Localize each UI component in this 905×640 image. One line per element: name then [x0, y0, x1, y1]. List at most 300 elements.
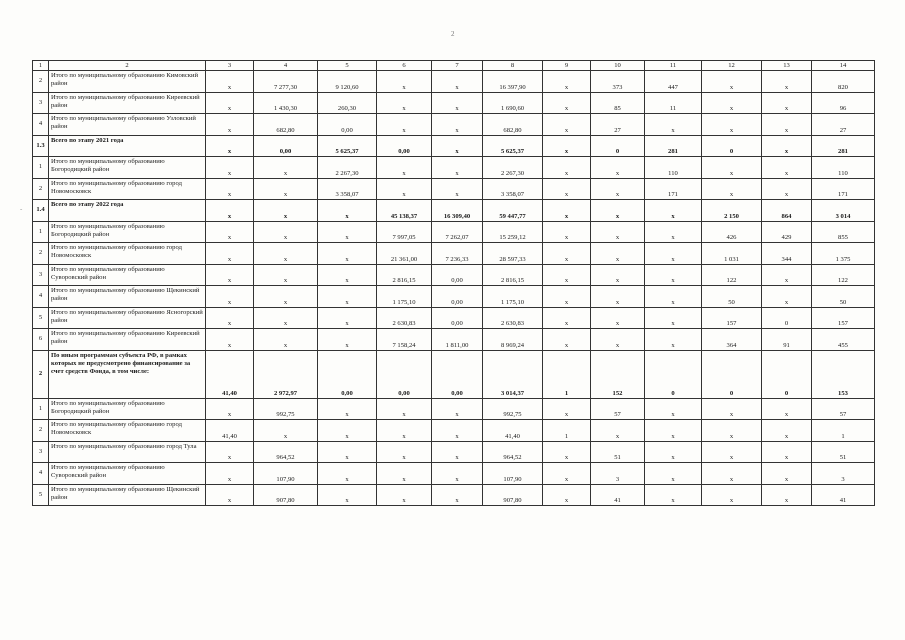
row-number: 5	[33, 307, 49, 329]
table-cell: x	[254, 307, 318, 329]
table-cell: 0	[645, 350, 702, 398]
row-name: Итого по муниципальному образованию Узловский район	[49, 114, 206, 136]
table-cell: 992,75	[483, 398, 543, 420]
column-header: 14	[812, 61, 875, 71]
table-cell: 2 972,97	[254, 350, 318, 398]
table-cell: 0	[762, 307, 812, 329]
table-cell: 682,80	[483, 114, 543, 136]
table-cell: x	[762, 398, 812, 420]
table-cell: x	[206, 329, 254, 351]
table-cell: x	[645, 200, 702, 222]
table-cell: x	[206, 441, 254, 463]
column-header: 1	[33, 61, 49, 71]
table-cell: 41	[591, 484, 645, 506]
table-cell: x	[591, 307, 645, 329]
table-cell: x	[543, 114, 591, 136]
table-row	[33, 484, 875, 506]
table-cell: 7 158,24	[377, 329, 432, 351]
table-cell: x	[206, 264, 254, 286]
table-cell: 57	[812, 398, 875, 420]
table-cell: 964,52	[483, 441, 543, 463]
table-cell: x	[206, 484, 254, 506]
table-cell: 8 969,24	[483, 329, 543, 351]
header-row	[33, 61, 875, 71]
table-cell: x	[591, 178, 645, 200]
table-row	[33, 329, 875, 351]
table-cell: x	[318, 243, 377, 265]
table-cell: 9 120,60	[318, 71, 377, 93]
table-cell: x	[377, 463, 432, 485]
table-cell: x	[254, 221, 318, 243]
table-cell: 1	[812, 420, 875, 442]
table-cell: x	[206, 200, 254, 222]
table-cell: x	[318, 307, 377, 329]
table-cell: x	[206, 178, 254, 200]
table-row	[33, 286, 875, 308]
table-cell: 260,30	[318, 92, 377, 114]
table-cell: 1 175,10	[377, 286, 432, 308]
table-cell: 3	[591, 463, 645, 485]
table-cell: 41,40	[206, 350, 254, 398]
row-number: 4	[33, 286, 49, 308]
table-cell: 96	[812, 92, 875, 114]
table-cell: 0,00	[432, 307, 483, 329]
row-number: 6	[33, 329, 49, 351]
table-cell: x	[432, 420, 483, 442]
table-cell: 51	[591, 441, 645, 463]
row-number: 2	[33, 420, 49, 442]
table-cell: 1 375	[812, 243, 875, 265]
table-cell: x	[206, 71, 254, 93]
table-cell: x	[543, 329, 591, 351]
table-row	[33, 221, 875, 243]
table-cell: x	[206, 398, 254, 420]
table-cell: 0,00	[254, 135, 318, 157]
table-cell: 1 811,00	[432, 329, 483, 351]
table-cell: 864	[762, 200, 812, 222]
table-cell: 0,00	[318, 350, 377, 398]
table-cell: x	[645, 243, 702, 265]
table-cell: x	[318, 264, 377, 286]
table-cell: x	[762, 157, 812, 179]
row-name: Итого по муниципальному образованию Щекинский район	[49, 286, 206, 308]
table-cell: x	[318, 398, 377, 420]
table-cell: x	[377, 92, 432, 114]
table-cell: x	[543, 178, 591, 200]
table-cell: 122	[702, 264, 762, 286]
table-cell: x	[254, 420, 318, 442]
table-cell: x	[762, 484, 812, 506]
table-cell: x	[377, 398, 432, 420]
table-cell: x	[762, 420, 812, 442]
table-cell: 7 277,30	[254, 71, 318, 93]
table-cell: 157	[812, 307, 875, 329]
table-cell: 0	[702, 135, 762, 157]
table-cell: x	[206, 92, 254, 114]
table-cell: x	[543, 243, 591, 265]
table-cell: x	[377, 420, 432, 442]
table-cell: x	[206, 463, 254, 485]
table-cell: 964,52	[254, 441, 318, 463]
table-cell: x	[762, 135, 812, 157]
table-cell: x	[645, 398, 702, 420]
table-cell: 50	[702, 286, 762, 308]
row-number: 2	[33, 350, 49, 398]
table-cell: 41	[812, 484, 875, 506]
row-number: 1	[33, 157, 49, 179]
table-row	[33, 307, 875, 329]
table-cell: x	[432, 178, 483, 200]
row-name: Всего по этапу 2022 года	[49, 200, 206, 222]
table-cell: x	[206, 157, 254, 179]
table-cell: 2 630,83	[483, 307, 543, 329]
table-cell: 153	[812, 350, 875, 398]
table-cell: 0,00	[432, 264, 483, 286]
table-cell: 3 014,37	[483, 350, 543, 398]
table-cell: 91	[762, 329, 812, 351]
row-name: Итого по муниципальному образованию город Новомосковск	[49, 243, 206, 265]
table-cell: x	[377, 178, 432, 200]
table-cell: x	[206, 286, 254, 308]
table-cell: x	[543, 286, 591, 308]
row-number: 3	[33, 264, 49, 286]
table-cell: x	[702, 157, 762, 179]
table-cell: x	[591, 286, 645, 308]
table-cell: x	[432, 157, 483, 179]
row-name: Итого по муниципальному образованию Кимовский район	[49, 71, 206, 93]
table-cell: x	[762, 264, 812, 286]
table-row	[33, 420, 875, 442]
table-cell: x	[377, 484, 432, 506]
table-cell: 51	[812, 441, 875, 463]
table-cell: 171	[645, 178, 702, 200]
table-cell: x	[206, 307, 254, 329]
table-cell: 426	[702, 221, 762, 243]
table-cell: x	[762, 178, 812, 200]
table-cell: 107,90	[254, 463, 318, 485]
row-number: 1	[33, 221, 49, 243]
table-row	[33, 92, 875, 114]
column-header: 8	[483, 61, 543, 71]
column-header: 3	[206, 61, 254, 71]
table-cell: x	[543, 264, 591, 286]
data-table	[32, 60, 875, 506]
table-cell: 2 150	[702, 200, 762, 222]
table-cell: 7 262,07	[432, 221, 483, 243]
table-cell: 7 236,33	[432, 243, 483, 265]
row-number: 4	[33, 114, 49, 136]
table-cell: x	[645, 329, 702, 351]
row-number: 5	[33, 484, 49, 506]
column-header: 13	[762, 61, 812, 71]
row-name: Итого по муниципальному образованию Киреевский район	[49, 329, 206, 351]
table-cell: 1 430,30	[254, 92, 318, 114]
table-cell: x	[543, 135, 591, 157]
table-cell: x	[432, 71, 483, 93]
table-cell: x	[543, 463, 591, 485]
table-cell: 3 014	[812, 200, 875, 222]
table-cell: x	[432, 441, 483, 463]
column-header: 4	[254, 61, 318, 71]
table-row	[33, 398, 875, 420]
table-cell: x	[432, 484, 483, 506]
table-cell: 27	[591, 114, 645, 136]
table-cell: x	[206, 243, 254, 265]
table-cell: 11	[645, 92, 702, 114]
scan-mark: -	[20, 205, 23, 213]
table-cell: 2 630,83	[377, 307, 432, 329]
table-cell: 41,40	[483, 420, 543, 442]
table-cell: x	[591, 157, 645, 179]
table-cell: x	[762, 71, 812, 93]
table-cell: 0	[702, 350, 762, 398]
table-cell: 373	[591, 71, 645, 93]
table-cell: 28 597,33	[483, 243, 543, 265]
row-name: Итого по муниципальному образованию Суворовский район	[49, 264, 206, 286]
table-cell: 0,00	[318, 114, 377, 136]
table-cell: x	[254, 243, 318, 265]
table-cell: x	[206, 135, 254, 157]
table-cell: x	[432, 463, 483, 485]
table-cell: 447	[645, 71, 702, 93]
table-cell: x	[543, 92, 591, 114]
table-cell: 907,80	[483, 484, 543, 506]
table-cell: x	[645, 307, 702, 329]
table-cell: x	[318, 441, 377, 463]
table-cell: 455	[812, 329, 875, 351]
table-cell: 2 267,30	[483, 157, 543, 179]
table-cell: x	[543, 200, 591, 222]
table-cell: x	[432, 398, 483, 420]
table-cell: x	[377, 114, 432, 136]
table-row	[33, 264, 875, 286]
table-cell: 907,80	[254, 484, 318, 506]
table-cell: 281	[812, 135, 875, 157]
table-cell: 0	[591, 135, 645, 157]
row-number: 1.3	[33, 135, 49, 157]
table-cell: x	[645, 484, 702, 506]
table-cell: x	[591, 329, 645, 351]
table-cell: 992,75	[254, 398, 318, 420]
table-cell: x	[318, 329, 377, 351]
table-cell: x	[543, 71, 591, 93]
table-cell: x	[318, 463, 377, 485]
table-cell: 107,90	[483, 463, 543, 485]
table-row	[33, 135, 875, 157]
table-cell: 0,00	[377, 350, 432, 398]
table-row	[33, 157, 875, 179]
table-cell: x	[591, 420, 645, 442]
row-number: 4	[33, 463, 49, 485]
table-cell: 5 625,37	[318, 135, 377, 157]
table-cell: x	[645, 441, 702, 463]
table-cell: x	[318, 200, 377, 222]
table-cell: 27	[812, 114, 875, 136]
table-cell: x	[377, 71, 432, 93]
column-header: 7	[432, 61, 483, 71]
table-cell: x	[543, 221, 591, 243]
table-cell: 0,00	[432, 350, 483, 398]
row-name: Итого по муниципальному образованию город Новомосковск	[49, 178, 206, 200]
column-header: 2	[49, 61, 206, 71]
table-cell: x	[645, 264, 702, 286]
table-cell: 152	[591, 350, 645, 398]
table-cell: 1 175,10	[483, 286, 543, 308]
table-cell: x	[543, 441, 591, 463]
row-name: По иным программам субъекта РФ, в рамках которых не предусмотрено финансирование за счет средств Фонда, в том числе:	[49, 350, 206, 398]
column-header: 9	[543, 61, 591, 71]
table-cell: 16 309,40	[432, 200, 483, 222]
table-cell: x	[702, 463, 762, 485]
table-cell: x	[702, 398, 762, 420]
table-cell: x	[645, 286, 702, 308]
row-name: Итого по муниципальному образованию город Новомосковск	[49, 420, 206, 442]
column-header: 10	[591, 61, 645, 71]
row-name: Итого по муниципальному образованию Ясногорский район	[49, 307, 206, 329]
table-cell: x	[645, 420, 702, 442]
page-number: 2	[451, 30, 455, 38]
table-cell: 7 997,05	[377, 221, 432, 243]
table-cell: 59 447,77	[483, 200, 543, 222]
table-body	[33, 61, 875, 506]
table-cell: 820	[812, 71, 875, 93]
table-cell: 21 361,00	[377, 243, 432, 265]
table-cell: 157	[702, 307, 762, 329]
table-cell: x	[206, 114, 254, 136]
table-cell: x	[318, 221, 377, 243]
table-row	[33, 463, 875, 485]
column-header: 12	[702, 61, 762, 71]
table-cell: 85	[591, 92, 645, 114]
table-cell: x	[762, 463, 812, 485]
table-cell: x	[702, 484, 762, 506]
row-number: 2	[33, 243, 49, 265]
table-row	[33, 178, 875, 200]
table-cell: x	[318, 484, 377, 506]
table-cell: x	[254, 329, 318, 351]
table-cell: 16 397,90	[483, 71, 543, 93]
row-name: Итого по муниципальному образованию Щекинский район	[49, 484, 206, 506]
row-number: 2	[33, 178, 49, 200]
table-cell: x	[591, 221, 645, 243]
table-cell: x	[254, 200, 318, 222]
table-cell: x	[591, 243, 645, 265]
table-cell: x	[591, 264, 645, 286]
column-header: 6	[377, 61, 432, 71]
table-cell: 0,00	[432, 286, 483, 308]
table-row	[33, 350, 875, 398]
table-cell: x	[762, 286, 812, 308]
data-table-container	[32, 60, 874, 506]
row-number: 3	[33, 441, 49, 463]
table-cell: x	[762, 441, 812, 463]
table-cell: x	[254, 178, 318, 200]
table-cell: 171	[812, 178, 875, 200]
table-cell: x	[645, 114, 702, 136]
table-cell: x	[645, 221, 702, 243]
table-cell: x	[254, 286, 318, 308]
row-name: Итого по муниципальному образованию Богородицкий район	[49, 221, 206, 243]
table-cell: 57	[591, 398, 645, 420]
table-cell: x	[762, 92, 812, 114]
table-cell: 682,80	[254, 114, 318, 136]
table-cell: 50	[812, 286, 875, 308]
table-cell: x	[543, 398, 591, 420]
row-name: Итого по муниципальному образованию город Тула	[49, 441, 206, 463]
table-cell: 429	[762, 221, 812, 243]
table-cell: x	[254, 157, 318, 179]
column-header: 5	[318, 61, 377, 71]
table-cell: x	[206, 221, 254, 243]
row-name: Итого по муниципальному образованию Суворовский район	[49, 463, 206, 485]
table-cell: x	[318, 286, 377, 308]
table-cell: x	[377, 157, 432, 179]
table-row	[33, 71, 875, 93]
table-cell: x	[702, 92, 762, 114]
table-cell: 2 267,30	[318, 157, 377, 179]
table-cell: x	[702, 441, 762, 463]
table-cell: 855	[812, 221, 875, 243]
table-cell: 0,00	[377, 135, 432, 157]
table-row	[33, 441, 875, 463]
table-cell: 344	[762, 243, 812, 265]
table-cell: 364	[702, 329, 762, 351]
row-number: 1	[33, 398, 49, 420]
table-row	[33, 114, 875, 136]
table-cell: x	[645, 463, 702, 485]
row-name: Итого по муниципальному образованию Богородицкий район	[49, 157, 206, 179]
table-cell: 15 259,12	[483, 221, 543, 243]
table-cell: 281	[645, 135, 702, 157]
table-cell: 2 816,15	[377, 264, 432, 286]
table-cell: x	[377, 441, 432, 463]
table-cell: 41,40	[206, 420, 254, 442]
row-number: 2	[33, 71, 49, 93]
table-cell: x	[543, 307, 591, 329]
table-cell: x	[543, 484, 591, 506]
table-cell: 3	[812, 463, 875, 485]
table-cell: x	[762, 114, 812, 136]
table-cell: 1 031	[702, 243, 762, 265]
table-cell: 45 138,37	[377, 200, 432, 222]
table-cell: 1	[543, 350, 591, 398]
row-number: 1.4	[33, 200, 49, 222]
table-row	[33, 200, 875, 222]
table-cell: x	[432, 92, 483, 114]
table-cell: x	[432, 114, 483, 136]
table-cell: x	[254, 264, 318, 286]
column-header: 11	[645, 61, 702, 71]
table-cell: x	[432, 135, 483, 157]
table-cell: x	[318, 420, 377, 442]
table-cell: 0	[762, 350, 812, 398]
table-cell: 5 625,37	[483, 135, 543, 157]
table-cell: 110	[812, 157, 875, 179]
row-name: Итого по муниципальному образованию Киреевский район	[49, 92, 206, 114]
table-cell: 2 816,15	[483, 264, 543, 286]
row-name: Всего по этапу 2021 года	[49, 135, 206, 157]
row-number: 3	[33, 92, 49, 114]
table-row	[33, 243, 875, 265]
table-cell: 110	[645, 157, 702, 179]
table-cell: 122	[812, 264, 875, 286]
table-cell: x	[702, 114, 762, 136]
table-cell: 1 690,60	[483, 92, 543, 114]
table-cell: 3 358,07	[318, 178, 377, 200]
table-cell: x	[591, 200, 645, 222]
table-cell: 3 358,07	[483, 178, 543, 200]
table-cell: 1	[543, 420, 591, 442]
